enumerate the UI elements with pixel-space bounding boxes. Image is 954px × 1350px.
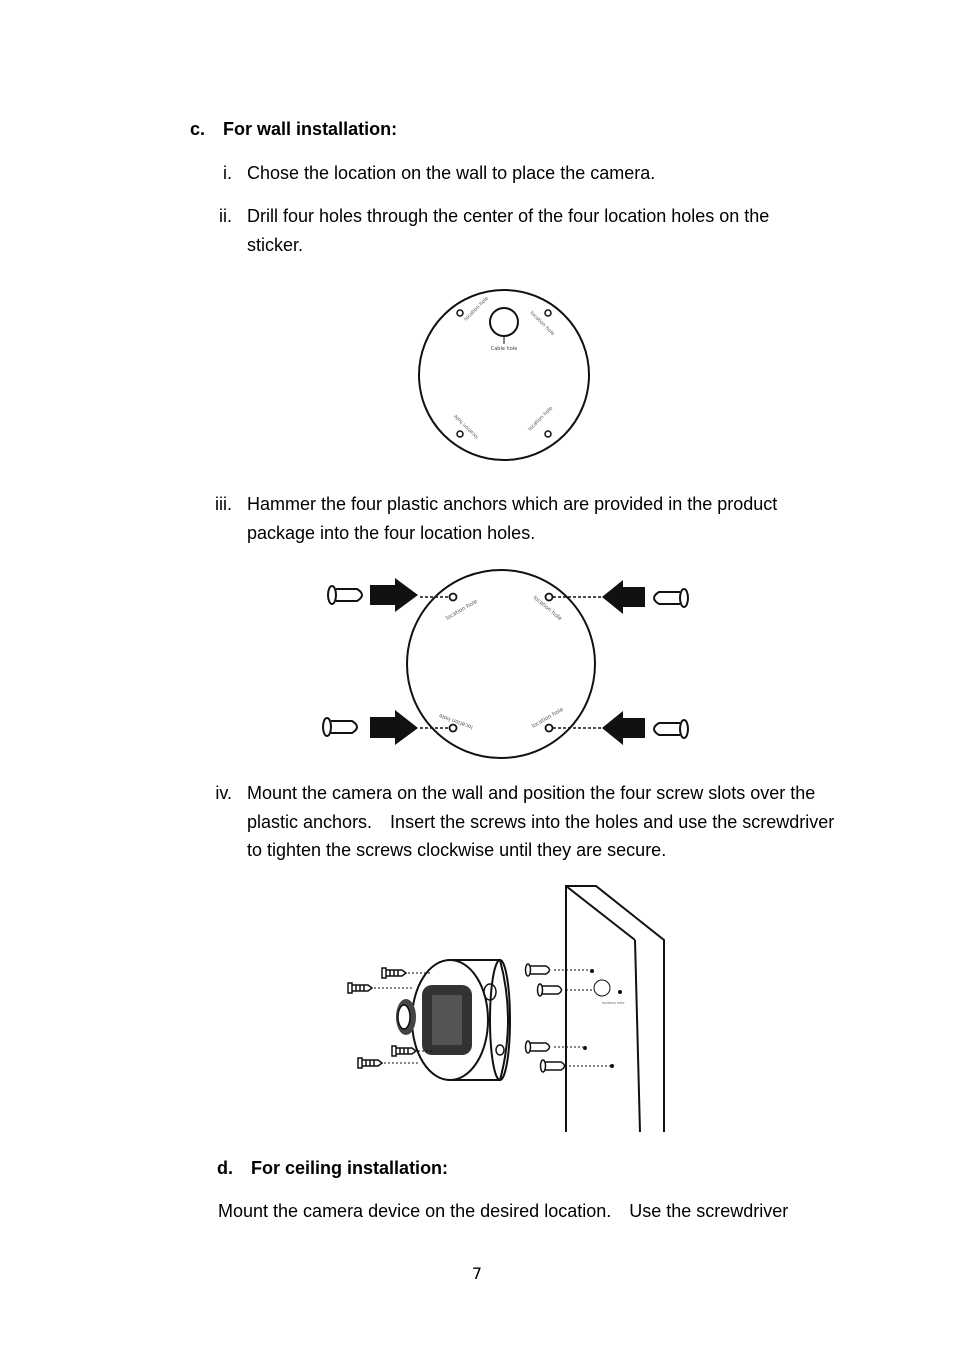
location-hole-top-left: [457, 310, 463, 316]
section-d-heading: [217, 1158, 448, 1179]
screw-icon: [358, 1058, 382, 1068]
location-hole-label-tl: location hole: [445, 598, 479, 622]
step-iv-number: iv.: [215, 783, 232, 803]
location-hole-top-right: [545, 310, 551, 316]
section-d-title: For ceiling installation:: [251, 1158, 449, 1178]
location-hole-label-br: location hole: [527, 405, 555, 433]
sticker-outline: [407, 570, 595, 758]
sticker-outline: [419, 290, 589, 460]
plastic-anchor-icon: [323, 718, 357, 736]
step-i-number: i.: [223, 163, 232, 183]
sticker-diagram: [410, 283, 600, 468]
screw-icon: [382, 968, 406, 978]
wall: [566, 886, 664, 1132]
cable-hole-label: Cable hole: [490, 346, 518, 352]
section-d-text: Mount the camera device on the desired location. Use the screwdriver: [218, 1201, 789, 1221]
arrow-left-icon: [602, 711, 645, 745]
wall-mount-diagram: [340, 880, 670, 1138]
location-hole-bottom-right: [545, 431, 551, 437]
step-iv-text: Mount the camera on the wall and position the four screw slots over the plastic anchors. Insert the screws into the holes and use the screwdriver to tighten the screws clockwise until they are secure.: [247, 783, 835, 860]
screw-icon: [392, 1046, 416, 1056]
location-hole-bottom-left: [457, 431, 463, 437]
step-iii-text: Hammer the four plastic anchors which are provided in the product package into the four location holes.: [247, 494, 778, 543]
location-hole-label-tl: location hole: [463, 295, 491, 323]
plastic-anchor-icon: [654, 589, 688, 607]
location-hole-label-br: location hole: [531, 706, 565, 730]
location-hole-label-bl: location hole: [452, 413, 480, 440]
step-iii-number: iii.: [215, 494, 232, 514]
location-hole-label: location hole: [602, 1001, 625, 1005]
anchors-diagram: [315, 565, 700, 765]
page-number: 7: [471, 1264, 483, 1283]
section-c-label: c.: [190, 119, 206, 139]
location-hole-label-tr: location hole: [528, 310, 556, 338]
arrow-left-icon: [602, 580, 645, 614]
screw-icon: [348, 983, 372, 993]
arrow-right-icon: [370, 578, 418, 612]
section-c-heading: [190, 119, 397, 140]
step-ii-text: Drill four holes through the center of the four location holes on the sticker.: [247, 206, 770, 255]
section-c-title: For wall installation:: [223, 119, 398, 139]
plastic-anchor-icon: [654, 720, 688, 738]
location-hole-bottom-left: [450, 725, 457, 732]
location-hole-label-tr: location hole: [531, 594, 563, 623]
location-hole-top-right: [546, 594, 553, 601]
step-i-text: Chose the location on the wall to place the camera.: [247, 163, 656, 183]
section-d-label: d.: [217, 1158, 233, 1178]
location-hole-bottom-right: [546, 725, 553, 732]
cable-hole: [490, 308, 518, 336]
location-hole-label-bl: location hole: [438, 711, 474, 730]
arrow-right-icon: [370, 710, 418, 745]
step-ii-number: ii.: [219, 206, 232, 226]
plastic-anchor-icon: [328, 586, 362, 604]
plastic-anchor-icon: [526, 964, 565, 1072]
location-hole-top-left: [450, 594, 457, 601]
